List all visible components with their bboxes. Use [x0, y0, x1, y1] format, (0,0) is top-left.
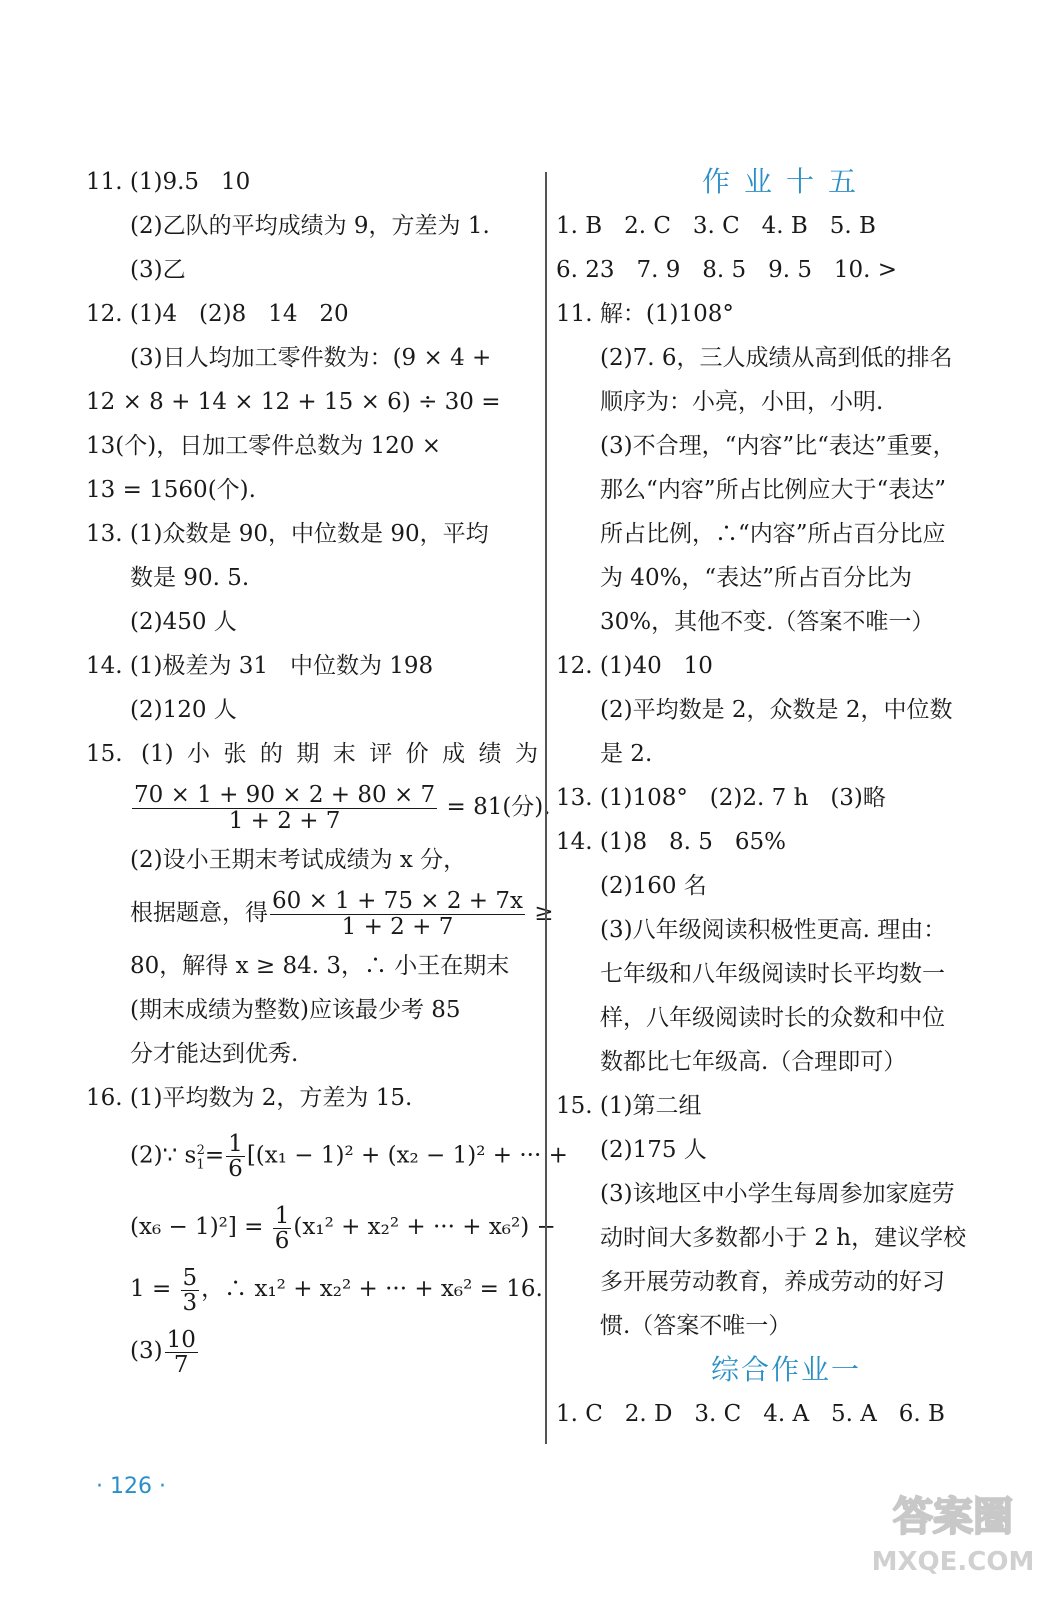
q14-line1: 14. (1)极差为 31 中位数为 198 — [86, 653, 434, 679]
q12-line4: 13(个)，日加工零件总数为 120 × — [86, 433, 442, 459]
q16-formula3 — [86, 1258, 543, 1320]
r-q15-line2: (2)175 人 — [600, 1137, 707, 1163]
q16-formula3-prefix: 1 = — [130, 1276, 179, 1303]
q16-fraction-sixth-a — [226, 1132, 245, 1181]
q12-line5: 13 = 1560(个). — [86, 477, 256, 503]
q15-char: 张 — [223, 741, 247, 767]
q15-line6: (期末成绩为整数)应该最少考 85 — [130, 997, 461, 1023]
fraction-numerator: 5 — [182, 1264, 198, 1291]
r-q11-line1: 11. 解：(1)108° — [556, 301, 734, 327]
q15-line3: (2)设小王期末考试成绩为 x 分， — [130, 847, 467, 873]
q12-line2: (3)日人均加工零件数为：(9 × 4 + — [130, 345, 492, 371]
r-q11-line2: (2)7. 6，三人成绩从高到低的排名 — [600, 345, 953, 371]
fraction-denominator: 6 — [228, 1156, 243, 1183]
section-heading-comprehensive-1: 综合作业一 — [710, 1353, 861, 1386]
r-q12-line1: 12. (1)40 10 — [556, 653, 713, 679]
q15-line1 — [86, 732, 538, 776]
q15-char: 小 — [187, 741, 211, 767]
r-q14-line3: (3)八年级阅读积极性更高. 理由： — [600, 917, 947, 943]
q15-char: 评 — [369, 741, 393, 767]
q15-fraction1-numerator: 70 × 1 + 90 × 2 + 80 × 7 — [134, 782, 436, 809]
right-column — [556, 160, 1016, 1436]
q12-line1: 12. (1)4 (2)8 14 20 — [86, 301, 349, 327]
q15-char: 成 — [442, 741, 466, 767]
q15-line5: 80，解得 x ≥ 84. 3，∴ 小王在期末 — [130, 953, 510, 979]
fraction-numerator: 1 — [274, 1202, 290, 1229]
q16-formula1-rest: [(x₁ − 1)² + (x₂ − 1)² + ··· + — [246, 1142, 568, 1169]
q15-fraction1 — [132, 783, 437, 832]
q15-char: 的 — [259, 741, 283, 767]
q16-answer3 — [86, 1320, 538, 1382]
fraction-numerator: 10 — [166, 1326, 196, 1353]
r-q14-line6: 数都比七年级高.（合理即可） — [600, 1049, 907, 1075]
q16-formula2-prefix: (x₆ − 1)²] = — [130, 1214, 271, 1241]
q16-formula2 — [86, 1196, 556, 1258]
q15-formula1 — [86, 776, 551, 838]
r-q15-line5: 多开展劳动教育，养成劳动的好习 — [600, 1269, 945, 1295]
r-q12-line3: 是 2. — [600, 741, 653, 767]
q15-char: (1) — [141, 741, 174, 767]
q15-char: 价 — [405, 741, 429, 767]
q13-line3: (2)450 人 — [130, 609, 237, 635]
q16-fraction-ten-sevenths — [165, 1328, 198, 1377]
q16-answer3-prefix: (3) — [130, 1338, 163, 1365]
r-q14-line4: 七年级和八年级阅读时长平均数一 — [600, 961, 945, 987]
q16-fraction-five-thirds — [181, 1266, 200, 1315]
watermark-top-text: 答案圈 — [893, 1494, 1013, 1540]
section-heading-homework-15: 作业十五 — [701, 165, 870, 198]
mc-answers-row2: 6. 23 7. 9 8. 5 9. 5 10. > — [556, 257, 898, 283]
q11-line2: (2)乙队的平均成绩为 9，方差为 1. — [130, 213, 490, 239]
q15-formula1-result: = 81(分). — [439, 794, 551, 820]
q15-line7: 分才能达到优秀. — [130, 1041, 299, 1067]
q16-formula1: (2)∵ $s_1^2=$ $\frac{1}{6}$ [(x₁ − 1)² + (x₂ − 1)² + ··· + — [130, 1131, 568, 1183]
fraction-denominator: 7 — [173, 1351, 189, 1378]
fraction-numerator: 1 — [228, 1131, 243, 1158]
q11-line3: (3)乙 — [130, 257, 186, 283]
r-q12-line2: (2)平均数是 2，众数是 2，中位数 — [600, 697, 953, 723]
r-q11-line6: 所占比例，∴“内容”所占百分比应 — [600, 521, 946, 547]
q15-fraction1-denominator: 1 + 2 + 7 — [228, 807, 341, 834]
mc-answers-row1: 1. B 2. C 3. C 4. B 5. B — [556, 213, 876, 239]
r-q11-line5: 那么“内容”所占比例应大于“表达” — [600, 477, 947, 503]
r-q15-line6: 惯.（答案不唯一） — [600, 1313, 792, 1339]
q15-formula2 — [86, 882, 554, 944]
q16-fraction-sixth-b — [273, 1204, 292, 1253]
q12-line3: 12 × 8 + 14 × 12 + 15 × 6) ÷ 30 = — [86, 389, 501, 415]
q15-formula2-prefix: 根据题意，得 — [130, 900, 268, 926]
r-q11-line3: 顺序为：小亮，小田，小明. — [600, 389, 884, 415]
comprehensive-mc-answers: 1. C 2. D 3. C 4. A 5. A 6. B — [556, 1401, 945, 1427]
column-divider — [545, 172, 547, 1444]
q13-line1: 13. (1)众数是 90，中位数是 90，平均 — [86, 521, 489, 547]
q11-line1: 11. (1)9.5 10 — [86, 169, 251, 195]
q16-formula2-rest: (x₁² + x₂² + ··· + x₆²) − — [293, 1214, 556, 1241]
q16-line1: 16. (1)平均数为 2，方差为 15. — [86, 1085, 413, 1111]
r-q11-line4: (3)不合理，“内容”比“表达”重要， — [600, 433, 956, 459]
q15-fraction2-numerator: 60 × 1 + 75 × 2 + 7x — [272, 888, 523, 915]
q15-number: 15. — [86, 741, 123, 767]
q16-formula3-rest: ，∴ x₁² + x₂² + ··· + x₆² = 16. — [201, 1276, 543, 1303]
q14-line2: (2)120 人 — [130, 697, 237, 723]
r-q14-line1: 14. (1)8 8. 5 65% — [556, 829, 786, 855]
r-q13-line1: 13. (1)108° (2)2. 7 h (3)略 — [556, 785, 886, 811]
r-q15-line3: (3)该地区中小学生每周参加家庭劳 — [600, 1181, 955, 1207]
q16-formula1-prefix: (2)∵ s — [130, 1142, 197, 1169]
r-q14-line5: 样，八年级阅读时长的众数和中位 — [600, 1005, 945, 1031]
q15-fraction2-denominator: 1 + 2 + 7 — [341, 913, 454, 940]
q15-char: 末 — [332, 741, 356, 767]
q15-char: 为 — [514, 741, 538, 767]
watermark-bottom-text: MXQE.COM — [871, 1547, 1035, 1577]
q15-char: 期 — [296, 741, 320, 767]
watermark-logo — [868, 1482, 1038, 1582]
q15-char: 绩 — [478, 741, 502, 767]
r-q14-line2: (2)160 名 — [600, 873, 707, 899]
r-q15-line1: 15. (1)第二组 — [556, 1093, 702, 1119]
page-number: · 126 · — [96, 1474, 166, 1499]
q13-line2: 数是 90. 5. — [130, 565, 250, 591]
r-q15-line4: 动时间大多数都小于 2 h，建议学校 — [600, 1225, 967, 1251]
left-column — [86, 160, 568, 1382]
fraction-denominator: 3 — [182, 1289, 198, 1316]
q15-fraction2 — [270, 889, 525, 938]
r-q11-line8: 30%，其他不变.（答案不唯一） — [600, 609, 935, 635]
q15-formula2-suffix: ≥ — [526, 900, 554, 926]
fraction-denominator: 6 — [274, 1227, 290, 1254]
r-q11-line7: 为 40%，“表达”所占百分比为 — [600, 565, 912, 591]
